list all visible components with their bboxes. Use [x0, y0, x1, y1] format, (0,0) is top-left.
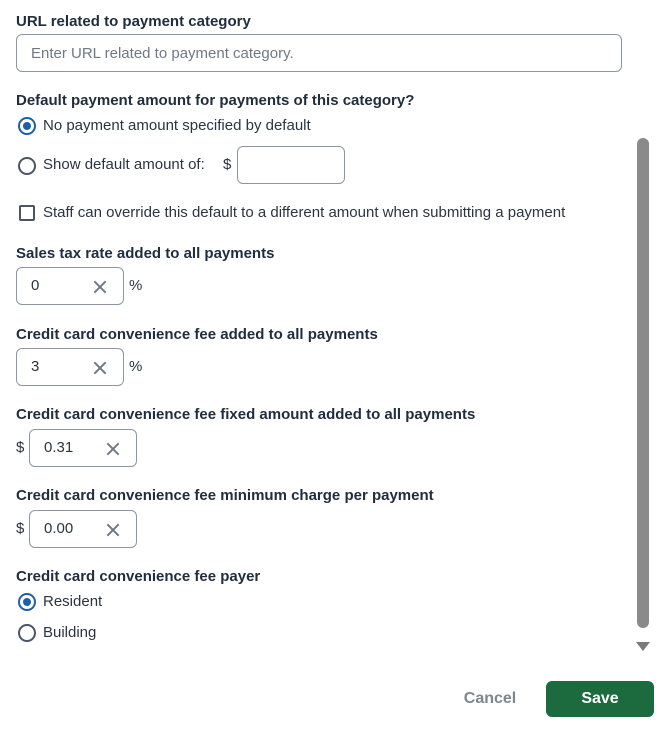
cc-fee-percent-label: Credit card convenience fee added to all payments [16, 326, 378, 343]
radio-resident[interactable] [18, 593, 36, 611]
staff-override-checkbox[interactable] [19, 205, 35, 221]
cc-fee-min-value: 0.00 [44, 520, 74, 537]
staff-override-label: Staff can override this default to a different amount when submitting a payment [43, 204, 566, 221]
cc-fee-min-currency: $ [16, 520, 25, 537]
url-input[interactable] [16, 34, 622, 72]
sales-tax-unit: % [129, 277, 143, 294]
cc-fee-percent-value: 3 [31, 358, 40, 375]
close-icon[interactable] [106, 442, 120, 456]
sales-tax-value: 0 [31, 277, 40, 294]
default-amount-input[interactable] [237, 146, 345, 184]
radio-resident-label: Resident [43, 593, 103, 610]
radio-no-default[interactable] [18, 117, 36, 135]
radio-show-default[interactable] [18, 157, 36, 175]
close-icon[interactable] [93, 361, 107, 375]
url-label: URL related to payment category [16, 13, 251, 30]
save-button[interactable]: Save [546, 681, 654, 717]
cancel-button[interactable]: Cancel [450, 682, 530, 716]
cc-fee-fixed-currency: $ [16, 439, 25, 456]
cc-fee-percent-input[interactable] [16, 348, 124, 386]
default-amount-label: Default payment amount for payments of this category? [16, 92, 415, 109]
radio-building[interactable] [18, 624, 36, 642]
scrollbar-thumb[interactable] [637, 138, 649, 628]
default-amount-currency: $ [223, 156, 232, 173]
radio-building-label: Building [43, 624, 97, 641]
sales-tax-input[interactable] [16, 267, 124, 305]
close-icon[interactable] [93, 280, 107, 294]
close-icon[interactable] [106, 523, 120, 537]
sales-tax-label: Sales tax rate added to all payments [16, 245, 275, 262]
fee-payer-label: Credit card convenience fee payer [16, 568, 261, 585]
chevron-down-icon[interactable] [636, 642, 650, 651]
cc-fee-min-input[interactable] [29, 510, 137, 548]
cc-fee-min-label: Credit card convenience fee minimum charge per payment [16, 487, 434, 504]
cc-fee-fixed-input[interactable] [29, 429, 137, 467]
cc-fee-percent-unit: % [129, 358, 143, 375]
radio-show-default-label: Show default amount of: [43, 156, 205, 173]
radio-no-default-label: No payment amount specified by default [43, 117, 311, 134]
cc-fee-fixed-value: 0.31 [44, 439, 74, 456]
cc-fee-fixed-label: Credit card convenience fee fixed amount added to all payments [16, 406, 476, 423]
